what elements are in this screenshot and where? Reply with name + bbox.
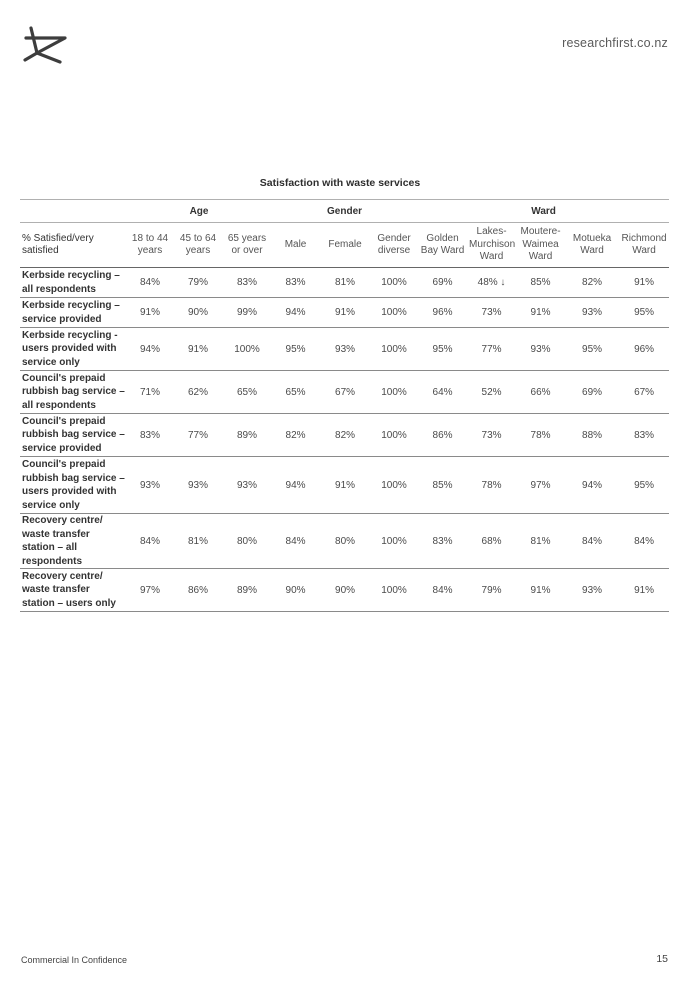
group-header-row	[20, 200, 669, 223]
table-cell: 100%	[370, 457, 418, 514]
table-cell: 81%	[320, 268, 370, 298]
table-cell: 100%	[370, 298, 418, 328]
table-cell: 82%	[271, 414, 320, 457]
table-cell: 62%	[173, 371, 223, 414]
table-cell: 48% ↓	[467, 268, 516, 298]
table-cell: 83%	[127, 414, 173, 457]
table-cell: 73%	[467, 414, 516, 457]
table-cell: 65%	[271, 371, 320, 414]
table-cell: 78%	[516, 414, 565, 457]
column-header: Richmond Ward	[619, 223, 669, 268]
table-title: Satisfaction with waste services	[259, 177, 421, 189]
table-row	[20, 569, 669, 612]
group-gender: Gender	[271, 200, 418, 223]
table-cell: 80%	[223, 514, 271, 569]
table-cell: 94%	[271, 457, 320, 514]
table-row	[20, 298, 669, 328]
table-cell: 84%	[271, 514, 320, 569]
table-cell: 97%	[127, 569, 173, 612]
row-label: Recovery centre/ waste transfer station – all respondents	[20, 514, 127, 569]
table-cell: 91%	[127, 298, 173, 328]
table-row	[20, 328, 669, 371]
table-cell: 93%	[516, 328, 565, 371]
site-url: researchfirst.co.nz	[562, 36, 668, 50]
table-cell: 95%	[619, 457, 669, 514]
table-cell: 100%	[370, 328, 418, 371]
table-cell: 93%	[320, 328, 370, 371]
table-cell: 78%	[467, 457, 516, 514]
column-header: Female	[320, 223, 370, 268]
table-cell: 90%	[173, 298, 223, 328]
table-cell: 100%	[370, 371, 418, 414]
table-cell: 86%	[173, 569, 223, 612]
page-number: 15	[656, 953, 668, 965]
table-cell: 91%	[619, 569, 669, 612]
table-cell: 95%	[619, 298, 669, 328]
table-cell: 81%	[173, 514, 223, 569]
research-first-logo-icon	[22, 24, 68, 64]
group-age: Age	[127, 200, 271, 223]
table-cell: 100%	[223, 328, 271, 371]
table-cell: 95%	[418, 328, 467, 371]
table-cell: 86%	[418, 414, 467, 457]
row-label: Kerbside recycling – all respondents	[20, 268, 127, 298]
row-label: Kerbside recycling – service provided	[20, 298, 127, 328]
table-cell: 52%	[467, 371, 516, 414]
table-cell: 82%	[320, 414, 370, 457]
table-cell: 82%	[565, 268, 619, 298]
table-cell: 94%	[271, 298, 320, 328]
table-row	[20, 371, 669, 414]
row-label: Council's prepaid rubbish bag service – users provided with service only	[20, 457, 127, 514]
table-cell: 84%	[418, 569, 467, 612]
table-cell: 83%	[271, 268, 320, 298]
table-cell: 67%	[320, 371, 370, 414]
table-cell: 99%	[223, 298, 271, 328]
table-cell: 91%	[516, 569, 565, 612]
table-cell: 69%	[418, 268, 467, 298]
row-label: Council's prepaid rubbish bag service – service provided	[20, 414, 127, 457]
group-ward: Ward	[418, 200, 669, 223]
column-header: Motueka Ward	[565, 223, 619, 268]
table-row	[20, 268, 669, 298]
table-cell: 84%	[565, 514, 619, 569]
table-cell: 91%	[619, 268, 669, 298]
table-cell: 81%	[516, 514, 565, 569]
table-cell: 95%	[565, 328, 619, 371]
table-cell: 77%	[173, 414, 223, 457]
table-cell: 94%	[565, 457, 619, 514]
table-cell: 85%	[516, 268, 565, 298]
column-header: Golden Bay Ward	[418, 223, 467, 268]
column-header-label: % Satisfied/very satisfied	[20, 223, 127, 268]
table-cell: 64%	[418, 371, 467, 414]
column-header: 65 years or over	[223, 223, 271, 268]
table-row	[20, 414, 669, 457]
table-body	[20, 268, 669, 612]
table-cell: 91%	[516, 298, 565, 328]
table-cell: 77%	[467, 328, 516, 371]
column-header-row	[20, 223, 669, 268]
table-cell: 68%	[467, 514, 516, 569]
table-cell: 90%	[320, 569, 370, 612]
table-cell: 100%	[370, 569, 418, 612]
table-cell: 79%	[467, 569, 516, 612]
table-cell: 84%	[127, 514, 173, 569]
table-cell: 79%	[173, 268, 223, 298]
column-header: 18 to 44 years	[127, 223, 173, 268]
table-cell: 83%	[223, 268, 271, 298]
table-cell: 93%	[565, 569, 619, 612]
column-header: Moutere-Waimea Ward	[516, 223, 565, 268]
table-cell: 89%	[223, 569, 271, 612]
table-cell: 71%	[127, 371, 173, 414]
table-row	[20, 457, 669, 514]
satisfaction-table	[20, 199, 669, 612]
table-cell: 67%	[619, 371, 669, 414]
table-cell: 95%	[271, 328, 320, 371]
table-cell: 84%	[619, 514, 669, 569]
column-header: Lakes-Murchison Ward	[467, 223, 516, 268]
table-cell: 73%	[467, 298, 516, 328]
table-cell: 100%	[370, 414, 418, 457]
table-cell: 93%	[223, 457, 271, 514]
table-cell: 66%	[516, 371, 565, 414]
table-cell: 93%	[173, 457, 223, 514]
row-label: Kerbside recycling - users provided with service only	[20, 328, 127, 371]
confidentiality-note: Commercial In Confidence	[21, 955, 128, 965]
table-cell: 90%	[271, 569, 320, 612]
row-label: Recovery centre/ waste transfer station – users only	[20, 569, 127, 612]
row-label: Council's prepaid rubbish bag service – all respondents	[20, 371, 127, 414]
table-cell: 91%	[173, 328, 223, 371]
table-cell: 96%	[418, 298, 467, 328]
table-cell: 96%	[619, 328, 669, 371]
table-cell: 85%	[418, 457, 467, 514]
table-cell: 84%	[127, 268, 173, 298]
table-cell: 83%	[619, 414, 669, 457]
table-cell: 88%	[565, 414, 619, 457]
table-cell: 93%	[565, 298, 619, 328]
column-header: Male	[271, 223, 320, 268]
table-cell: 80%	[320, 514, 370, 569]
table-cell: 97%	[516, 457, 565, 514]
table-cell: 83%	[418, 514, 467, 569]
table-cell: 100%	[370, 268, 418, 298]
column-header: Gender diverse	[370, 223, 418, 268]
table-cell: 91%	[320, 298, 370, 328]
table-cell: 94%	[127, 328, 173, 371]
table-cell: 93%	[127, 457, 173, 514]
table-cell: 89%	[223, 414, 271, 457]
table-cell: 100%	[370, 514, 418, 569]
table-cell: 65%	[223, 371, 271, 414]
column-header: 45 to 64 years	[173, 223, 223, 268]
table-cell: 69%	[565, 371, 619, 414]
table-cell: 91%	[320, 457, 370, 514]
table-row	[20, 514, 669, 569]
